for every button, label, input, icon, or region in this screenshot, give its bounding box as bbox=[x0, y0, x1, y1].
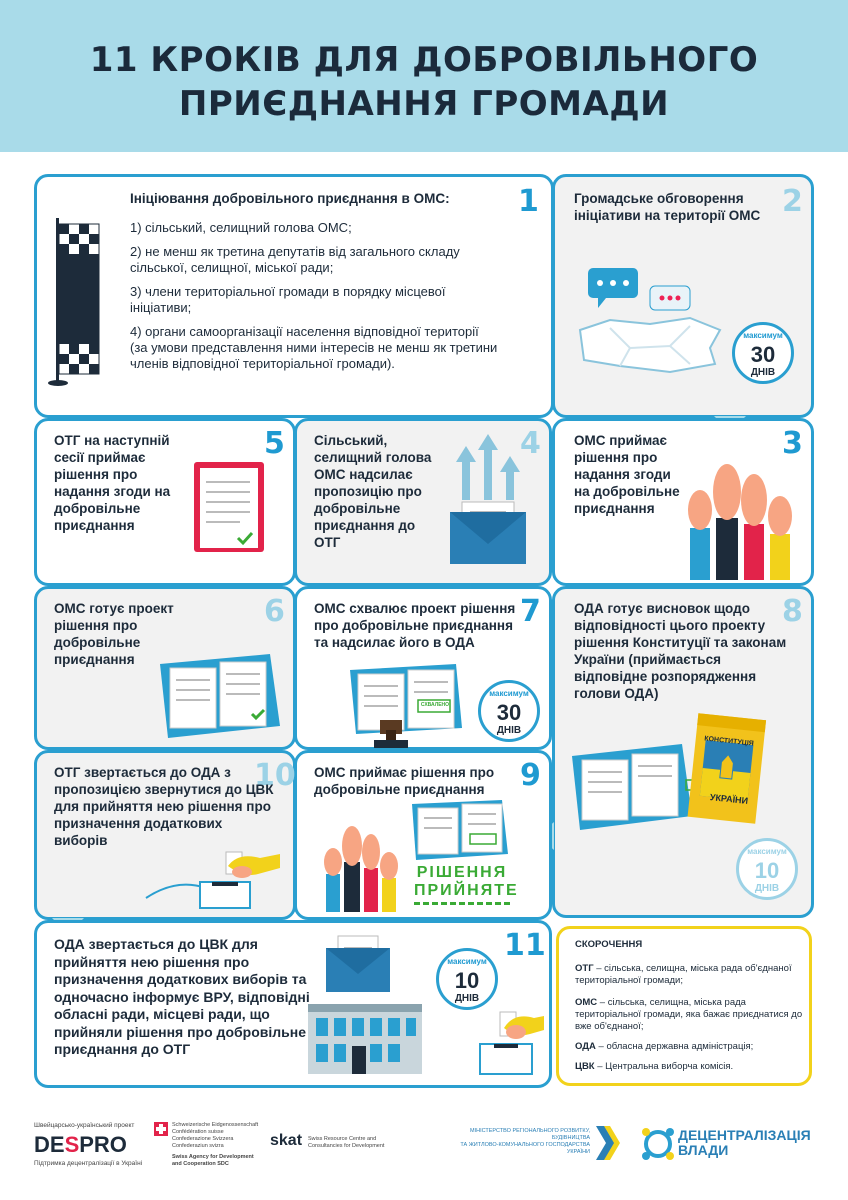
step-1-item-3: 3) члени територіальної громади в порядку місцевої ініціативи; bbox=[130, 284, 446, 315]
step-11-max-badge bbox=[436, 948, 498, 1010]
decision-text-1: РІШЕННЯ bbox=[416, 864, 508, 881]
ballot-box-icon bbox=[146, 848, 286, 910]
decentralization-line-1: ДЕЦЕНТРАЛІЗАЦІЯ bbox=[678, 1127, 811, 1143]
step-4-text: Сільський, селищний голова ОМС надсилає пропозицію про добровільне приєднання до ОТГ bbox=[314, 433, 432, 550]
step-9-text: ОМС приймає рішення про добровільне приєднання bbox=[314, 765, 495, 797]
step-1-item-2: 2) не менш як третина депутатів від загального складу сільської, селищної, міської ради; bbox=[130, 244, 460, 275]
swiss-line: Confederazione Svizzera bbox=[172, 1136, 234, 1142]
badge-unit: ДНІВ bbox=[496, 725, 522, 736]
legend-abbr: ОМС bbox=[575, 997, 598, 1008]
map-chat-icon bbox=[570, 268, 730, 378]
step-2-text: Громадське обговорення ініціативи на території ОМС bbox=[574, 191, 761, 223]
step-3-number: 3 bbox=[782, 426, 803, 461]
step-11-text: ОДА звертається до ЦВК для прийняття нею рішення про призначення додаткових виборів та одночасно інформує ВРУ, відповідні обласні ради, місцеві ради, що прийняли рішення про добровільне приєднання до ОТГ bbox=[54, 936, 310, 1057]
legend-item-otg bbox=[575, 963, 803, 987]
step-1-item-4-note: (за умови представлення ними інтересів не менш як третини членів відповідної територіальної громади). bbox=[130, 340, 498, 371]
skat-logo: skat bbox=[270, 1132, 303, 1149]
step-10-number: 10 bbox=[254, 758, 296, 793]
legend-definition: – обласна державна адміністрація; bbox=[595, 1041, 754, 1052]
abbreviations-legend bbox=[556, 926, 812, 1086]
ministry-chevron-icon bbox=[596, 1126, 622, 1160]
skat-line: Consultancies for Development bbox=[308, 1143, 385, 1149]
voting-hands-icon bbox=[322, 822, 406, 912]
ministry-line: УКРАЇНИ bbox=[566, 1149, 590, 1155]
swiss-line: Confédération suisse bbox=[172, 1129, 224, 1135]
step-6-number: 6 bbox=[264, 594, 285, 629]
step-8-max-badge bbox=[736, 838, 798, 900]
decentralization-title bbox=[678, 1128, 811, 1158]
step-1-number: 1 bbox=[518, 184, 539, 219]
badge-label: максимум bbox=[747, 847, 787, 856]
swiss-line: and Cooperation SDC bbox=[172, 1161, 229, 1167]
title-line-1: 11 КРОКІВ ДЛЯ ДОБРОВІЛЬНОГО bbox=[89, 40, 759, 80]
step-5-number: 5 bbox=[264, 426, 285, 461]
constitution-book-icon bbox=[572, 716, 772, 836]
swiss-line: Swiss Agency for Development bbox=[172, 1154, 254, 1160]
step-1-title: Ініціювання добровільного приєднання в ОМС: bbox=[130, 191, 450, 206]
swiss-line: Schweizerische Eidgenossenschaft bbox=[172, 1122, 259, 1128]
legend-definition: – сільська, селищна, міська рада об'єднаної територіальної громади; bbox=[575, 963, 792, 986]
badge-label: максимум bbox=[447, 957, 487, 966]
ministry-line: МІНІСТЕРСТВО РЕГІОНАЛЬНОГО РОЗВИТКУ, bbox=[470, 1128, 590, 1134]
clipboard-document-icon bbox=[190, 456, 270, 556]
step-2-max-badge bbox=[732, 322, 794, 384]
badge-label: максимум bbox=[743, 331, 783, 340]
badge-unit: ДНІВ bbox=[750, 367, 776, 378]
envelope-building-icon bbox=[308, 930, 448, 1080]
step-6-text: ОМС готує проект рішення про добровільне приєднання bbox=[54, 601, 174, 667]
envelope-send-icon bbox=[448, 440, 532, 570]
step-5-text: ОТГ на наступній сесії приймає рішення про надання згоди на добровільне приєднання bbox=[54, 433, 171, 533]
legend-abbr: ЦВК bbox=[575, 1061, 595, 1072]
legend-abbr: ОДА bbox=[575, 1041, 596, 1052]
step-1-item-1: 1) сільський, селищний голова ОМС; bbox=[130, 220, 352, 235]
step-7-number: 7 bbox=[520, 594, 541, 629]
book-title-top: КОНСТИТУЦІЯ bbox=[703, 735, 755, 748]
swiss-flag-icon bbox=[154, 1122, 168, 1136]
badge-unit: ДНІВ bbox=[754, 883, 780, 894]
step-3-text: ОМС приймає рішення про надання згоди на добровільне приєднання bbox=[574, 433, 680, 516]
despro-logo bbox=[34, 1122, 144, 1172]
badge-value: 30 bbox=[496, 700, 522, 725]
step-7-text: ОМС схвалює проект рішення про добровільне приєднання та надсилає його в ОДА bbox=[314, 601, 516, 650]
title-line-2: ПРИЄДНАННЯ ГРОМАДИ bbox=[178, 84, 670, 124]
legend-definition: – сільська, селищна, міська рада територіальної громади, яка бажає приєднатися до вже об'єднаної; bbox=[575, 997, 803, 1032]
legend-definition: – Центральна виборча комісія. bbox=[594, 1061, 734, 1072]
legend-abbr: ОТГ bbox=[575, 963, 594, 974]
decision-text-2: ПРИЙНЯТЕ bbox=[414, 882, 510, 905]
badge-value: 10 bbox=[454, 968, 480, 993]
step-7-stamp-label: СХВАЛЕНО bbox=[420, 702, 450, 708]
despro-wordmark-b: S bbox=[64, 1132, 80, 1157]
stamp-documents-icon bbox=[350, 664, 470, 748]
legend-title: СКОРОЧЕННЯ bbox=[575, 939, 643, 950]
despro-caption-bottom: Підтримка децентралізації в Україні bbox=[34, 1160, 143, 1167]
step-9-number: 9 bbox=[520, 758, 541, 793]
step-2-number: 2 bbox=[782, 184, 803, 219]
skat-caption bbox=[308, 1136, 404, 1150]
step-1-item-4: 4) органи самоорганізації населення відповідної території bbox=[130, 324, 479, 339]
decision-folder-icon bbox=[412, 800, 508, 860]
start-flag-label: START bbox=[34, 313, 49, 371]
badge-label: максимум bbox=[489, 689, 529, 698]
step-10-text: ОТГ звертається до ОДА з пропозицією звернутися до ЦВК для прийняття нею рішення про призначення додаткових виборів bbox=[54, 765, 274, 848]
despro-wordmark bbox=[34, 1132, 127, 1158]
page-title bbox=[0, 38, 848, 126]
decentralization-logo-icon bbox=[640, 1124, 676, 1164]
step-11-number: 11 bbox=[504, 928, 546, 963]
badge-unit: ДНІВ bbox=[454, 993, 480, 1004]
step-1-items bbox=[130, 220, 500, 372]
ministry-text bbox=[430, 1128, 590, 1156]
raised-hands-icon bbox=[684, 448, 804, 580]
step-4-number: 4 bbox=[520, 426, 541, 461]
legend-item-oda bbox=[575, 1041, 803, 1053]
start-flag-icon bbox=[50, 218, 110, 388]
despro-caption-top: Швейцарсько-український проект bbox=[34, 1122, 135, 1129]
open-folder-documents-icon bbox=[160, 654, 280, 738]
step-8-text: ОДА готує висновок щодо відповідності цього проекту рішення Конституції та законам України (приймається відповідне розпорядження голови ОДА) bbox=[574, 601, 787, 701]
legend-item-oms bbox=[575, 997, 803, 1033]
ministry-line: БУДІВНИЦТВА bbox=[551, 1135, 590, 1141]
swiss-line: Confederaziun svizra bbox=[172, 1143, 224, 1149]
legend-item-cvk bbox=[575, 1061, 803, 1073]
badge-value: 30 bbox=[750, 342, 776, 367]
step-7-max-badge bbox=[478, 680, 540, 742]
decentralization-line-2: ВЛАДИ bbox=[678, 1142, 729, 1158]
badge-value: 10 bbox=[754, 858, 780, 883]
ballot-box-hand-icon bbox=[470, 1004, 546, 1076]
skat-line: Swiss Resource Centre and bbox=[308, 1136, 377, 1142]
swiss-sdc-text bbox=[172, 1122, 272, 1168]
ministry-line: ТА ЖИТЛОВО-КОМУНАЛЬНОГО ГОСПОДАРСТВА bbox=[460, 1142, 590, 1148]
book-title-bottom: УКРАЇНИ bbox=[709, 792, 749, 806]
step-8-number: 8 bbox=[782, 594, 803, 629]
despro-wordmark-a: DE bbox=[34, 1132, 65, 1157]
despro-wordmark-c: PRO bbox=[79, 1132, 127, 1157]
